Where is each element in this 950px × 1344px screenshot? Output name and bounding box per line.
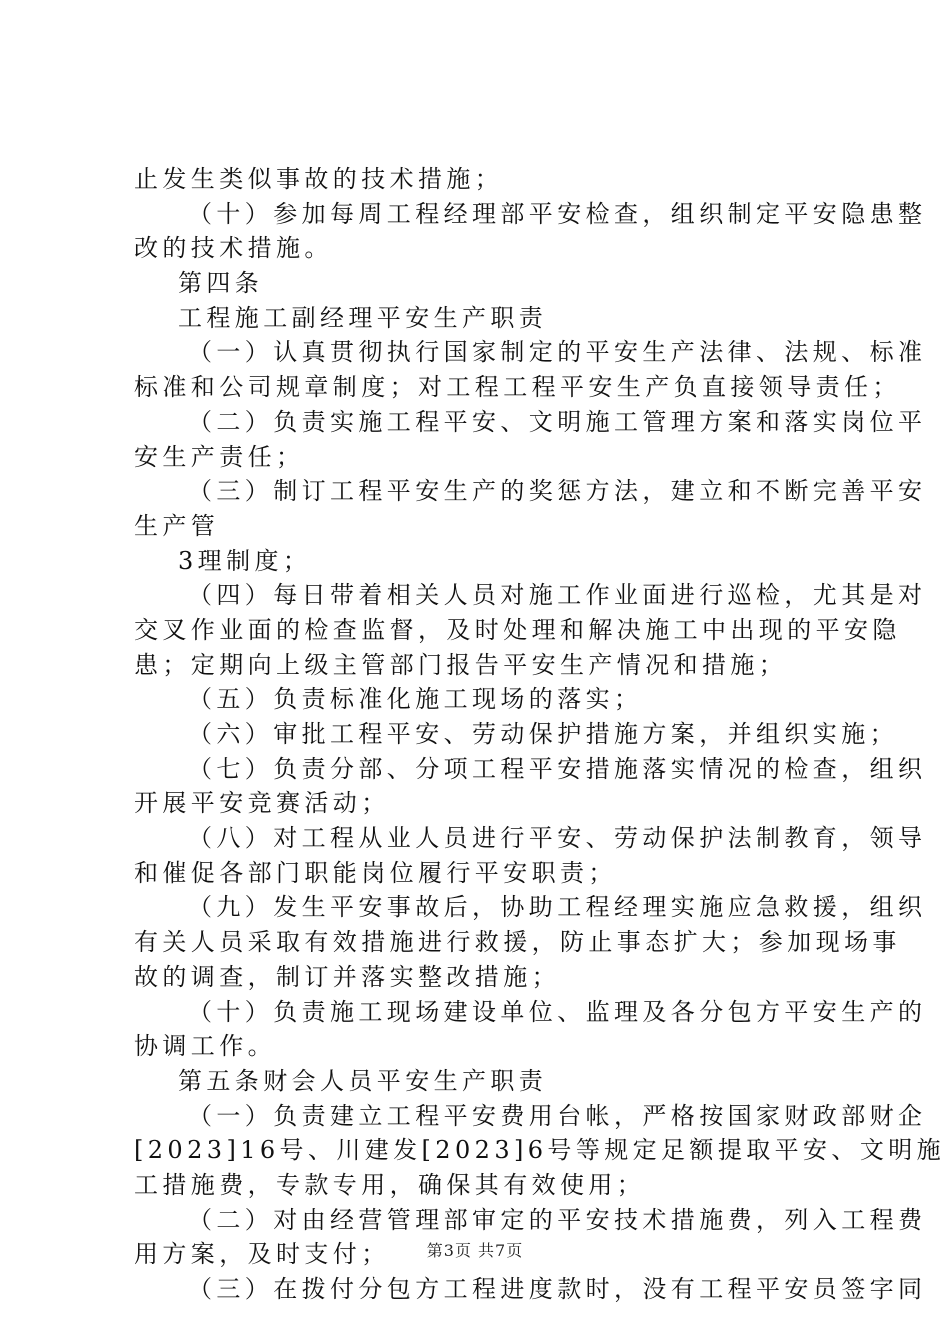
text-line: 有关人员采取有效措施进行救援，防止事态扩大；参加现场事 bbox=[134, 928, 901, 957]
text-line: 安生产责任； bbox=[134, 442, 305, 471]
text-line: 和催促各部门职能岗位履行平安职责； bbox=[134, 858, 617, 887]
text-line: （三）制订工程平安生产的奖惩方法，建立和不断完善平安 bbox=[188, 477, 927, 506]
document-body bbox=[134, 162, 946, 1307]
text-line: 故的调查，制订并落实整改措施； bbox=[134, 962, 560, 991]
text-line: 工措施费，专款专用，确保其有效使用； bbox=[134, 1170, 646, 1199]
section-heading: 第五条财会人员平安生产职责 bbox=[178, 1066, 548, 1095]
text-line: 生产管 bbox=[134, 511, 220, 540]
text-line: （六）审批工程平安、劳动保护措施方案，并组织实施； bbox=[188, 720, 898, 748]
text-line: （十）负责施工现场建设单位、监理及各分包方平安生产的 bbox=[188, 997, 927, 1026]
text-line: （四）每日带着相关人员对施工作业面进行巡检，尤其是对 bbox=[188, 581, 927, 610]
text-line: 患；定期向上级主管部门报告平安生产情况和措施； bbox=[134, 650, 788, 679]
text-line: 止发生类似事故的技术措施； bbox=[134, 165, 504, 193]
text-line: （八）对工程从业人员进行平安、劳动保护法制教育，领导 bbox=[188, 824, 927, 853]
text-line: （五）负责标准化施工现场的落实； bbox=[188, 685, 643, 714]
text-line: [2023]16号、川建发[2023]6号等规定足额提取平安、文明施 bbox=[134, 1136, 946, 1165]
text-line: 协调工作。 bbox=[134, 1032, 276, 1061]
text-line: （十）参加每周工程经理部平安检查，组织制定平安隐患整 bbox=[188, 199, 927, 228]
section-heading: 第四条 bbox=[178, 269, 264, 298]
text-line: （三）在拨付分包方工程进度款时，没有工程平安员签字同 bbox=[188, 1275, 927, 1303]
text-line: （一）负责建立工程平安费用台帐，严格按国家财政部财企 bbox=[188, 1101, 927, 1130]
text-line: （二）负责实施工程平安、文明施工管理方案和落实岗位平 bbox=[188, 407, 927, 436]
text-line: （一）认真贯彻执行国家制定的平安生产法律、法规、标准 bbox=[188, 338, 927, 367]
text-line: 交叉作业面的检查监督，及时处理和解决施工中出现的平安隐 bbox=[134, 615, 901, 644]
text-line: 改的技术措施。 bbox=[134, 234, 333, 263]
text-line: （九）发生平安事故后，协助工程经理实施应急救援，组织 bbox=[188, 893, 927, 922]
text-line: （七）负责分部、分项工程平安措施落实情况的检查，组织 bbox=[188, 754, 927, 783]
text-line: 3理制度； bbox=[178, 546, 312, 575]
text-line: 用方案，及时支付； bbox=[134, 1240, 390, 1269]
text-line: 开展平安竞赛活动； bbox=[134, 789, 390, 818]
text-line: 标准和公司规章制度；对工程工程平安生产负直接领导责任； bbox=[134, 373, 901, 402]
section-title: 工程施工副经理平安生产职责 bbox=[178, 303, 548, 332]
text-line: （二）对由经营管理部审定的平安技术措施费，列入工程费 bbox=[188, 1205, 927, 1234]
page-footer: 第3页 共7页 bbox=[426, 1241, 524, 1260]
